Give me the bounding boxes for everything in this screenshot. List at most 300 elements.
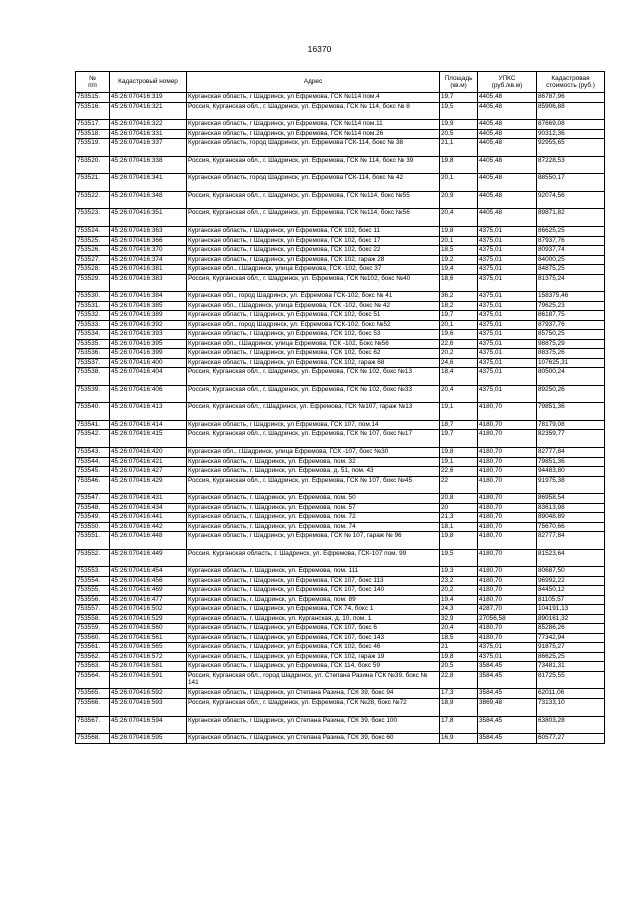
- upks-cell: 3584,45: [478, 671, 537, 689]
- cadastral-value-cell: 87228,53: [537, 156, 605, 174]
- cadastral-value-cell: 86187,75: [537, 311, 605, 321]
- row-number-cell: 753551.: [76, 532, 110, 550]
- cadastral-value-cell: 73133,10: [537, 698, 605, 716]
- cadastral-number-cell: 45:26:070416:595: [110, 734, 187, 744]
- row-number-cell: 753553.: [76, 567, 110, 577]
- upks-cell: 4375,01: [478, 349, 537, 359]
- upks-cell: 4180,70: [478, 567, 537, 577]
- table-row: [76, 576, 605, 586]
- cadastral-number-cell: 45:26:070416:414: [110, 420, 187, 430]
- table-row: [76, 662, 605, 672]
- address-cell: Курганская область, г Шадринск, ул Ефремова, ГСК 107, пом.14: [187, 420, 440, 430]
- upks-cell: 4375,01: [478, 227, 537, 237]
- row-number-cell: 753554.: [76, 576, 110, 586]
- cadastral-value-cell: 80937,74: [537, 246, 605, 256]
- address-cell: Курганская обл., г.Шадринск, улица Ефремова, ГСК -102, Бокс №56: [187, 339, 440, 349]
- cadastral-number-cell: 45:26:070416:441: [110, 513, 187, 523]
- upks-cell: 4180,70: [478, 532, 537, 550]
- cadastral-value-cell: 104191,13: [537, 605, 605, 615]
- address-cell: Курганская обл., город Шадринск, ул. Ефремова ГСК-102, бокс №52: [187, 320, 440, 330]
- address-cell: Курганская область, г Шадринск, ул Степана Разина, ГСК 39, бокс 100: [187, 716, 440, 734]
- cadastral-number-cell: 45:26:070416:560: [110, 624, 187, 634]
- address-cell: Россия, Курганская область, г. Шадринск, ул. Ефремова, ГСК-107 пом. 99: [187, 549, 440, 567]
- address-cell: Россия, Курганская обл., г.Шадринск, ул. Ефремова, ГСК №107, гараж №13: [187, 403, 440, 421]
- address-cell: Россия, Курганская обл., г. Шадринск, ул. Ефремова, ГСК №102, бокс №40: [187, 274, 440, 292]
- upks-cell: 4375,01: [478, 339, 537, 349]
- cadastral-number-cell: 45:26:070416:384: [110, 292, 187, 302]
- upks-cell: 4375,01: [478, 255, 537, 265]
- cadastral-number-cell: 45:26:070416:427: [110, 467, 187, 477]
- area-cell: 36,2: [440, 292, 478, 302]
- upks-cell: 4375,01: [478, 236, 537, 246]
- header-upks: [478, 72, 537, 93]
- area-cell: 19,8: [440, 156, 478, 174]
- address-cell: Курганская область, г Шадринск, ул Степана Разина, ГСК 39, бокс 94: [187, 689, 440, 699]
- cadastral-number-cell: 45:26:070416:572: [110, 652, 187, 662]
- address-cell: Курганская область, г Шадринск, ул Ефремова, ГСК 114, бокс 59: [187, 662, 440, 672]
- upks-cell: 4375,01: [478, 265, 537, 275]
- row-number-cell: 753530.: [76, 292, 110, 302]
- area-cell: 19,2: [440, 255, 478, 265]
- cadastral-value-cell: 89250,26: [537, 385, 605, 403]
- address-cell: Курганская область, г. Шадринск, ул. Ефремова, пом. 74: [187, 522, 440, 532]
- row-number-cell: 753561.: [76, 643, 110, 653]
- cadastral-number-cell: 45:26:070416:594: [110, 716, 187, 734]
- table-row: [76, 503, 605, 513]
- header-number-label: № п/п: [88, 74, 97, 89]
- row-number-cell: 753533.: [76, 320, 110, 330]
- table-row: [76, 102, 605, 120]
- row-number-cell: 753521.: [76, 174, 110, 192]
- upks-cell: 3584,45: [478, 662, 537, 672]
- table-row: [76, 156, 605, 174]
- cadastral-value-cell: 73481,31: [537, 662, 605, 672]
- page-number: 16370: [307, 44, 332, 54]
- row-number-cell: 753562.: [76, 652, 110, 662]
- cadastral-value-cell: 83613,98: [537, 503, 605, 513]
- address-cell: Курганская область, г. Шадринск, ул. Ефремова, пом. 50: [187, 494, 440, 504]
- area-cell: 20,9: [440, 191, 478, 209]
- address-cell: Россия, Курганская обл., г. Шадринск, ул. Ефремова, ГСК №114, бокс №55: [187, 191, 440, 209]
- row-number-cell: 753558.: [76, 614, 110, 624]
- upks-cell: 4375,01: [478, 330, 537, 340]
- table-row: [76, 349, 605, 359]
- cadastral-number-cell: 45:26:070416:529: [110, 614, 187, 624]
- upks-cell: 4180,70: [478, 513, 537, 523]
- row-number-cell: 753538.: [76, 368, 110, 386]
- area-cell: 19,4: [440, 595, 478, 605]
- table-row: [76, 467, 605, 477]
- cadastral-number-cell: 45:26:070416:415: [110, 430, 187, 448]
- table-row: [76, 549, 605, 567]
- row-number-cell: 753560.: [76, 633, 110, 643]
- cadastral-value-cell: 82777,84: [537, 532, 605, 550]
- cadastral-value-cell: 158375,46: [537, 292, 605, 302]
- table-row: [76, 476, 605, 494]
- upks-cell: 4180,70: [478, 549, 537, 567]
- upks-cell: 4375,01: [478, 643, 537, 653]
- cadastral-value-cell: 79625,23: [537, 301, 605, 311]
- header-cadastral-value: [537, 72, 605, 93]
- cadastral-number-cell: 45:26:070416:448: [110, 532, 187, 550]
- table-row: [76, 494, 605, 504]
- address-cell: Россия, Курганская обл., г. Шадринск, ул. Ефремова, ГСК № 107, бокс №45: [187, 476, 440, 494]
- cadastral-number-cell: 45:26:070416:449: [110, 549, 187, 567]
- cadastral-value-cell: 79851,36: [537, 403, 605, 421]
- address-cell: Курганская область, г Шадринск, ул Степана Разина, ГСК 39, бокс 60: [187, 734, 440, 744]
- cadastral-value-cell: 81375,24: [537, 274, 605, 292]
- address-cell: Россия, Курганская обл., г. Шадринск, ул. Ефремова, ГСК №28, бокс №72: [187, 698, 440, 716]
- address-cell: Курганская область, г. Шадринск, ул. Ефремова, д. 51, пом. 43: [187, 467, 440, 477]
- table-row: [76, 358, 605, 368]
- row-number-cell: 753536.: [76, 349, 110, 359]
- cadastral-value-cell: 86625,25: [537, 652, 605, 662]
- upks-cell: 4180,70: [478, 430, 537, 448]
- cadastral-value-cell: 81725,55: [537, 671, 605, 689]
- address-cell: Курганская область, г. Шадринск, ул. Ефремова, пом. 111: [187, 567, 440, 577]
- row-number-cell: 753541.: [76, 420, 110, 430]
- upks-cell: 4375,01: [478, 320, 537, 330]
- address-cell: Россия, Курганская обл., г. Шадринск, ул. Ефремова, ГСК № 102, бокс №13: [187, 368, 440, 386]
- cadastral-number-cell: 45:26:070416:442: [110, 522, 187, 532]
- row-number-cell: 753546.: [76, 476, 110, 494]
- area-cell: 20,1: [440, 320, 478, 330]
- area-cell: 24,3: [440, 605, 478, 615]
- upks-cell: 4405,48: [478, 102, 537, 120]
- address-cell: Курганская обл., г.Шадринск, улица Ефремова, ГСК -107, бокс №30: [187, 448, 440, 458]
- address-cell: Курганская обл., город Шадринск, ул. Ефремова ГСК-102, бокс № 41: [187, 292, 440, 302]
- table-row: [76, 209, 605, 227]
- area-cell: 23,2: [440, 576, 478, 586]
- cadastral-value-cell: 60577,27: [537, 734, 605, 744]
- row-number-cell: 753552.: [76, 549, 110, 567]
- area-cell: 20: [440, 503, 478, 513]
- upks-cell: 4405,48: [478, 93, 537, 103]
- address-cell: Курганская область, г Шадринск, ул Ефремова, ГСК 102, бокс 46: [187, 643, 440, 653]
- area-cell: 18,2: [440, 301, 478, 311]
- table-row: [76, 522, 605, 532]
- table-row: [76, 513, 605, 523]
- header-address-label: Адрес: [303, 78, 323, 86]
- address-cell: Курганская область, г Шадринск, ул Ефремова, ГСК 102, гараж 19: [187, 652, 440, 662]
- area-cell: 24,6: [440, 358, 478, 368]
- area-cell: 20,4: [440, 209, 478, 227]
- cadastral-number-cell: 45:26:070416:366: [110, 236, 187, 246]
- area-cell: 20,2: [440, 349, 478, 359]
- cadastral-number-cell: 45:26:070416:331: [110, 129, 187, 139]
- area-cell: 18,9: [440, 698, 478, 716]
- table-row: [76, 734, 605, 744]
- address-cell: Курганская область, г. Шадринск, ул. Ефремова, пом. 72: [187, 513, 440, 523]
- header-area-label: Площадь (кв.м): [444, 74, 473, 89]
- row-number-cell: 753522.: [76, 191, 110, 209]
- cadastral-number-cell: 45:26:070416:565: [110, 643, 187, 653]
- row-number-cell: 753565.: [76, 689, 110, 699]
- cadastral-number-cell: 45:26:070416:370: [110, 246, 187, 256]
- cadastral-value-cell: 85750,25: [537, 330, 605, 340]
- table-row: [76, 274, 605, 292]
- area-cell: 20,8: [440, 494, 478, 504]
- table-row: [76, 330, 605, 340]
- table-row: [76, 403, 605, 421]
- upks-cell: 4405,48: [478, 129, 537, 139]
- cadastral-number-cell: 45:26:070416:593: [110, 698, 187, 716]
- upks-cell: 4180,70: [478, 633, 537, 643]
- cadastral-value-cell: 88550,17: [537, 174, 605, 192]
- upks-cell: 4180,70: [478, 448, 537, 458]
- area-cell: 19,7: [440, 93, 478, 103]
- table-row: [76, 246, 605, 256]
- area-cell: 19,4: [440, 265, 478, 275]
- cadastral-number-cell: 45:26:070416:322: [110, 120, 187, 130]
- table-row: [76, 93, 605, 103]
- area-cell: 21,3: [440, 513, 478, 523]
- upks-cell: 4375,01: [478, 274, 537, 292]
- cadastral-value-cell: 85906,88: [537, 102, 605, 120]
- cadastral-value-cell: 86625,25: [537, 227, 605, 237]
- address-cell: Курганская область, г Шадринск, ул Ефремова, ГСК 102, бокс 53: [187, 330, 440, 340]
- table-row: [76, 633, 605, 643]
- table-body: [76, 93, 605, 744]
- table-row: [76, 265, 605, 275]
- cadastral-value-cell: 86958,54: [537, 494, 605, 504]
- address-cell: Курганская обл., г.Шадринск, улица Ефремова, ГСК -102, бокс № 42: [187, 301, 440, 311]
- upks-cell: 4180,70: [478, 576, 537, 586]
- row-number-cell: 753519.: [76, 139, 110, 157]
- area-cell: 20,5: [440, 129, 478, 139]
- row-number-cell: 753528.: [76, 265, 110, 275]
- cadastral-number-cell: 45:26:070416:413: [110, 403, 187, 421]
- cadastral-number-cell: 45:26:070416:591: [110, 671, 187, 689]
- row-number-cell: 753517.: [76, 120, 110, 130]
- upks-cell: 27056,58: [478, 614, 537, 624]
- cadastral-value-cell: 91875,27: [537, 643, 605, 653]
- address-cell: Россия, Курганская обл., г. Шадринск, ул. Ефремова, ГСК №114, бокс №56: [187, 209, 440, 227]
- upks-cell: 4180,70: [478, 595, 537, 605]
- cadastral-value-cell: 84875,25: [537, 265, 605, 275]
- area-cell: 19,6: [440, 330, 478, 340]
- cadastral-number-cell: 45:26:070416:434: [110, 503, 187, 513]
- area-cell: 20,4: [440, 385, 478, 403]
- cadastral-value-cell: 85286,26: [537, 624, 605, 634]
- address-cell: Россия, Курганская обл., г. Шадринск, ул. Ефремова, ГСК № 102, бокс №33: [187, 385, 440, 403]
- upks-cell: 3584,45: [478, 734, 537, 744]
- cadastral-value-cell: 890161,32: [537, 614, 605, 624]
- cadastral-number-cell: 45:26:070416:392: [110, 320, 187, 330]
- area-cell: 20,5: [440, 662, 478, 672]
- address-cell: Курганская область, г Шадринск, ул Ефремова, ГСК 102, бокс 51: [187, 311, 440, 321]
- address-cell: Курганская область, г. Шадринск, ул. Ефремова, пом. 89: [187, 595, 440, 605]
- upks-cell: 4405,48: [478, 174, 537, 192]
- address-cell: Россия, Курганская обл., г. Шадринск, ул. Ефремова, ГСК № 114, бокс № 8: [187, 102, 440, 120]
- area-cell: 22,8: [440, 671, 478, 689]
- row-number-cell: 753527.: [76, 255, 110, 265]
- table-row: [76, 624, 605, 634]
- row-number-cell: 753516.: [76, 102, 110, 120]
- row-number-cell: 753567.: [76, 716, 110, 734]
- table-row: [76, 605, 605, 615]
- area-cell: 19,7: [440, 430, 478, 448]
- cadastral-number-cell: 45:26:070416:502: [110, 605, 187, 615]
- area-cell: 19,1: [440, 457, 478, 467]
- row-number-cell: 753540.: [76, 403, 110, 421]
- row-number-cell: 753566.: [76, 698, 110, 716]
- upks-cell: 4375,01: [478, 292, 537, 302]
- row-number-cell: 753549.: [76, 513, 110, 523]
- area-cell: 18,7: [440, 420, 478, 430]
- row-number-cell: 753556.: [76, 595, 110, 605]
- area-cell: 22: [440, 476, 478, 494]
- cadastral-value-cell: 87669,08: [537, 120, 605, 130]
- row-number-cell: 753550.: [76, 522, 110, 532]
- upks-cell: 4180,70: [478, 476, 537, 494]
- upks-cell: 4375,01: [478, 246, 537, 256]
- upks-cell: 4180,70: [478, 494, 537, 504]
- area-cell: 19,3: [440, 567, 478, 577]
- cadastral-number-cell: 45:26:070416:337: [110, 139, 187, 157]
- cadastral-value-cell: 87937,76: [537, 236, 605, 246]
- area-cell: 17,8: [440, 716, 478, 734]
- area-cell: 18,5: [440, 633, 478, 643]
- table-row: [76, 174, 605, 192]
- row-number-cell: 753524.: [76, 227, 110, 237]
- address-cell: Курганская область, г. Шадринск, ул. Курганская, д. 10, пом. 1: [187, 614, 440, 624]
- table-row: [76, 567, 605, 577]
- area-cell: 19,9: [440, 120, 478, 130]
- table-row: [76, 339, 605, 349]
- address-cell: Курганская область, г Шадринск, ул Ефремова, ГСК 102, гараж 68: [187, 358, 440, 368]
- cadastral-value-cell: 82359,77: [537, 430, 605, 448]
- table-row: [76, 227, 605, 237]
- row-number-cell: 753520.: [76, 156, 110, 174]
- header-cadastral-number: [110, 72, 187, 93]
- table-row: [76, 448, 605, 458]
- cadastral-number-cell: 45:26:070416:454: [110, 567, 187, 577]
- table-row: [76, 420, 605, 430]
- address-cell: Курганская область, г Шадринск, ул Ефремова, ГСК №114 пом.11: [187, 120, 440, 130]
- area-cell: 19,8: [440, 532, 478, 550]
- upks-cell: 4405,48: [478, 139, 537, 157]
- header-cadastral-value-label: Кадастровая стоимость (руб.): [546, 74, 595, 89]
- cadastral-value-cell: 92955,65: [537, 139, 605, 157]
- cadastral-number-cell: 45:26:070416:341: [110, 174, 187, 192]
- table-row: [76, 671, 605, 689]
- table-row: [76, 698, 605, 716]
- row-number-cell: 753563.: [76, 662, 110, 672]
- row-number-cell: 753518.: [76, 129, 110, 139]
- upks-cell: 4180,70: [478, 467, 537, 477]
- upks-cell: 4180,70: [478, 457, 537, 467]
- upks-cell: 4405,48: [478, 156, 537, 174]
- table-row: [76, 595, 605, 605]
- table-row: [76, 614, 605, 624]
- cadastral-value-cell: 80687,50: [537, 567, 605, 577]
- address-cell: Курганская область, город Шадринск, ул. Ефремова ГСК-114, бокс № 38: [187, 139, 440, 157]
- row-number-cell: 753534.: [76, 330, 110, 340]
- upks-cell: 4180,70: [478, 624, 537, 634]
- cadastral-number-cell: 45:26:070416:561: [110, 633, 187, 643]
- row-number-cell: 753539.: [76, 385, 110, 403]
- upks-cell: 4405,48: [478, 191, 537, 209]
- cadastral-value-cell: 62011,06: [537, 689, 605, 699]
- cadastral-number-cell: 45:26:070416:477: [110, 595, 187, 605]
- address-cell: Россия, Курганская обл., г. Шадринск, ул. Ефремова, ГСК № 107, бокс №17: [187, 430, 440, 448]
- cadastral-number-cell: 45:26:070416:456: [110, 576, 187, 586]
- area-cell: 20,2: [440, 586, 478, 596]
- table-row: [76, 643, 605, 653]
- area-cell: 20,1: [440, 236, 478, 246]
- cadastral-number-cell: 45:26:070416:393: [110, 330, 187, 340]
- cadastral-number-cell: 45:26:070416:404: [110, 368, 187, 386]
- table-row: [76, 457, 605, 467]
- upks-cell: 4375,01: [478, 311, 537, 321]
- row-number-cell: 753547.: [76, 494, 110, 504]
- table-row: [76, 236, 605, 246]
- cadastral-number-cell: 45:26:070416:429: [110, 476, 187, 494]
- cadastral-value-cell: 81105,57: [537, 595, 605, 605]
- cadastral-number-cell: 45:26:070416:381: [110, 265, 187, 275]
- row-number-cell: 753532.: [76, 311, 110, 321]
- upks-cell: 3869,48: [478, 698, 537, 716]
- cadastral-number-cell: 45:26:070416:399: [110, 349, 187, 359]
- address-cell: Курганская область, г Шадринск, ул Ефремова, ГСК 107, бокс 113: [187, 576, 440, 586]
- address-cell: Курганская область, г Шадринск, ул Ефремова, ГСК 74, бокс 1: [187, 605, 440, 615]
- area-cell: 18,4: [440, 368, 478, 386]
- table-row: [76, 292, 605, 302]
- address-cell: Россия, Курганская обл., город Шадринск, ул. Степана Разина ГСК №39, бокс № 141: [187, 671, 440, 689]
- cadastral-value-cell: 63803,28: [537, 716, 605, 734]
- cadastral-number-cell: 45:26:070416:363: [110, 227, 187, 237]
- cadastral-number-cell: 45:26:070416:385: [110, 301, 187, 311]
- cadastral-number-cell: 45:26:070416:351: [110, 209, 187, 227]
- cadastral-number-cell: 45:26:070416:421: [110, 457, 187, 467]
- cadastral-value-cell: 84450,12: [537, 586, 605, 596]
- address-cell: Курганская область, г Шадринск, ул Ефремова, ГСК 107, бокс 143: [187, 633, 440, 643]
- header-area: [440, 72, 478, 93]
- cadastral-value-cell: 96992,22: [537, 576, 605, 586]
- table-row: [76, 430, 605, 448]
- cadastral-number-cell: 45:26:070416:469: [110, 586, 187, 596]
- area-cell: 22,6: [440, 339, 478, 349]
- area-cell: 19,8: [440, 652, 478, 662]
- cadastral-number-cell: 45:26:070416:383: [110, 274, 187, 292]
- cadastral-number-cell: 45:26:070416:338: [110, 156, 187, 174]
- table-row: [76, 532, 605, 550]
- row-number-cell: 753523.: [76, 209, 110, 227]
- cadastral-value-cell: 89048,89: [537, 513, 605, 523]
- upks-cell: 4180,70: [478, 503, 537, 513]
- cadastral-number-cell: 45:26:070416:321: [110, 102, 187, 120]
- cadastral-value-cell: 80500,24: [537, 368, 605, 386]
- upks-cell: 4180,70: [478, 420, 537, 430]
- cadastral-number-cell: 45:26:070416:389: [110, 311, 187, 321]
- row-number-cell: 753543.: [76, 448, 110, 458]
- cadastral-value-cell: 81523,64: [537, 549, 605, 567]
- cadastral-value-cell: 98875,29: [537, 339, 605, 349]
- cadastral-value-cell: 84000,25: [537, 255, 605, 265]
- cadastral-number-cell: 45:26:070416:374: [110, 255, 187, 265]
- upks-cell: 4180,70: [478, 403, 537, 421]
- area-cell: 19,8: [440, 448, 478, 458]
- row-number-cell: 753545.: [76, 467, 110, 477]
- upks-cell: 3584,45: [478, 716, 537, 734]
- address-cell: Россия, Курганская обл., г. Шадринск, ул. Ефремова, ГСК № 114, бокс № 39: [187, 156, 440, 174]
- cadastral-value-cell: 79851,36: [537, 457, 605, 467]
- cadastral-value-cell: 78179,08: [537, 420, 605, 430]
- cadastral-value-cell: 75670,66: [537, 522, 605, 532]
- address-cell: Курганская область, г Шадринск, ул Ефремова, ГСК № 107, гараж № 96: [187, 532, 440, 550]
- address-cell: Курганская область, г. Шадринск, ул. Ефремова, пом. 32: [187, 457, 440, 467]
